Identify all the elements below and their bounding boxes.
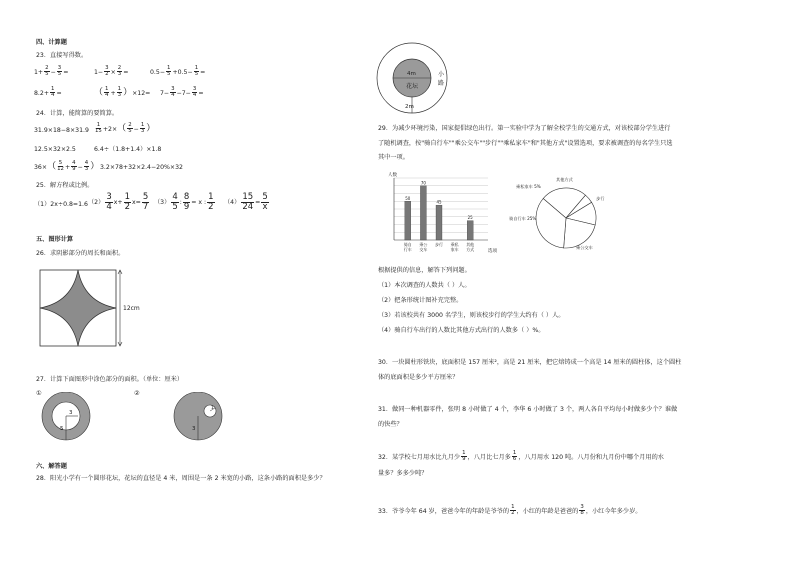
q24-expr-3: 12.5×32×2.5 — [34, 146, 76, 153]
bar-chart-category-label: 乘私 — [450, 242, 459, 247]
bar-chart-bar — [467, 221, 473, 240]
q28-flowerbed-label: 花坛 — [406, 83, 419, 90]
bar-chart-category-label: 方式 — [466, 247, 475, 252]
q28-figure — [372, 40, 464, 120]
q23-item-e: （ $\frac{1}{4}$ + $\frac{1}{3}$ ）×12= — [94, 86, 151, 99]
q26-title: 26．求阴影部分的周长和面积。 — [36, 250, 125, 257]
q28-diameter-label: 4m — [407, 71, 416, 77]
pie-chart-slice-label: 骑自行车 25% — [509, 216, 537, 221]
q24-expr-4: 6.4÷（1.8+1.4）×1.8 — [94, 146, 162, 153]
q27-label-1: ① — [36, 390, 42, 397]
q29-sub-4: （4）骑自行车出行的人数比其他方式出行的人数多（ ）%。 — [378, 327, 545, 334]
q26-dimension-label: 12cm — [123, 305, 140, 312]
section6-title: 六、解答题 — [36, 463, 67, 470]
q23-item-d: 8.2+ $\frac{1}{4}$ = — [34, 86, 62, 99]
q29-sub-2: （2）把条形统计图补充完整。 — [378, 297, 463, 304]
pie-chart-slice-label: 步行 — [596, 196, 605, 201]
bar-chart-value-label: 50 — [405, 195, 411, 201]
q23-item-f: 7− $\frac{3}{4}$ −7− $\frac{3}{4}$ = — [160, 86, 204, 99]
q28-path-label-2: 路 — [438, 80, 445, 87]
q27-fig2-big-radius: 3 — [192, 426, 196, 432]
q29-bar-chart — [380, 168, 504, 260]
q29-sub-1: （1）本次调查的人数共（ ）人。 — [378, 282, 471, 289]
q27-title: 27．计算下面图形中涂色部分的面积。（单位：厘米） — [36, 376, 184, 383]
q24-expr-6: 3.2×78+32×2.4−20%×32 — [100, 164, 183, 171]
q33-text: 33．爷爷今年 64 岁，爸爸今年的年龄是爷爷的 $\frac{1}{2}$ ，小红的年龄是爸爸的 $\frac{3}{8}$ ，小红今年多少岁。 — [378, 504, 642, 517]
q27-fig1-inner-radius: 3 — [69, 410, 73, 416]
q23-item-c: 0.5− $\frac{1}{5}$ +0.5− $\frac{1}{5}$ = — [150, 65, 206, 78]
bar-chart-category-label: 行车 — [403, 247, 412, 252]
q31-line-1: 31．做同一种机器零件，张明 8 小时做了 4 个，李华 6 小时做了 3 个，两人各自平均每小时做多少个？谁做 — [378, 406, 678, 413]
q27-fig2-small-radius: 1 — [211, 406, 214, 411]
q25-eq-2: （2） $\frac{3}{4}$ x+ $\frac{1}{2}$ x= $\frac{5}{7}$ — [88, 192, 149, 212]
q25-eq-3: （3） $\frac{4}{5}$ : $\frac{8}{9}$ = x : $\frac{1}{2}$ — [154, 192, 214, 212]
q29-instruction: 根据提供的信息，解答下列问题。 — [378, 267, 471, 274]
q29-line-1: 29．为减少环境污染，国家提倡绿色出行。第一实验中学为了解全校学生的交通方式，对该校部分学生进行 — [378, 125, 671, 132]
bar-chart-bar — [420, 186, 426, 240]
q24-expr-2: $\frac{1}{15}$ +2×（ $\frac{2}{5}$ − $\frac{1}{3}$ ） — [95, 122, 156, 135]
q32-line-2: 量多？多多少吨？ — [378, 470, 428, 477]
q29-line-2: 了随机调查，按"骑自行车""乘公交车""步行""乘私家车"和"其他方式"设置选项，要求被调查的每名学生只选 — [378, 140, 673, 147]
q24-expr-1: 31.9×18−8×31.9 — [34, 127, 89, 134]
q25-eq-4: （4） $\frac{15}{24}$ = $\frac{5}{x}$ — [224, 192, 268, 212]
bar-chart-bar — [405, 201, 411, 240]
q30-line-2: 体的底面积是多少平方厘米？ — [378, 374, 459, 381]
q27-figure-1 — [40, 392, 102, 442]
bar-chart-value-label: 45 — [436, 199, 442, 205]
bar-chart-ylabel: 人数 — [388, 173, 397, 178]
bar-chart-category-label: 骑自 — [403, 242, 412, 247]
q29-sub-3: （3）若该校共有 3000 名学生，则该校步行的学生大约有（ ）人。 — [378, 312, 565, 319]
q27-figure-2 — [172, 392, 234, 442]
pie-chart-slice-label: 其他方式 — [556, 177, 573, 182]
bar-chart-category-label: 乘公 — [419, 242, 428, 247]
q24-expr-5: 36×（ $\frac{5}{12}$ + $\frac{4}{9}$ − $\frac{4}{3}$ ） — [34, 160, 100, 173]
q23-item-a: 1+ $\frac{2}{5}$ − $\frac{3}{5}$ = — [34, 65, 69, 78]
q27-fig1-outer-radius: 5 — [60, 426, 64, 432]
bar-chart-bar — [436, 205, 442, 240]
q28-width-label: 2m — [405, 104, 414, 110]
q27-label-2: ② — [134, 390, 140, 397]
q32-line-1: 32．某学校七月用水比九月少 $\frac{1}{9}$ ，八月比七月多 $\frac{1}{6}$ ，八月用水 120 吨。八月份和九月份中哪个月用的水 — [378, 450, 664, 463]
q24-title: 24．计算，能简算的要简算。 — [36, 110, 119, 117]
q26-figure — [36, 266, 146, 352]
bar-chart-value-label: 70 — [420, 180, 426, 186]
bar-chart-value-label: 25 — [467, 215, 473, 221]
q23-item-b: 1− $\frac{3}{2}$ × $\frac{2}{3}$ = — [94, 65, 129, 78]
bar-chart-category-label: 其他 — [466, 242, 475, 247]
q29-pie-chart — [508, 174, 618, 258]
pie-chart-slice-label: 乘私家车 5% — [516, 184, 541, 189]
q28-path-label-1: 小 — [438, 71, 445, 78]
bar-chart-category-label: 交车 — [419, 247, 428, 252]
q28-text: 28．阳光小学有一个圆形花坛，花坛的直径是 4 米，周围是一条 2 米宽的小路，这条小路的面积是多少？ — [36, 475, 326, 482]
q30-line-1: 30．一块圆柱形铁块，底面积是 157 厘米²，高是 21 厘米，把它熔铸成一个高是 14 厘米的圆柱体，这个圆柱 — [378, 359, 682, 366]
q25-title: 25．解方程或比例。 — [36, 182, 94, 189]
q23-title: 23．直接写得数。 — [36, 52, 88, 59]
section5-title: 五、图形计算 — [36, 236, 74, 243]
q25-eq-1: （1）2x÷0.8=1.6 — [34, 201, 88, 208]
bar-chart-category-label: 家车 — [450, 247, 459, 252]
pie-chart-slice-label: 乘公交车 — [576, 245, 593, 250]
q31-line-2: 的快些？ — [378, 421, 403, 428]
bar-chart-category-label: 步行 — [435, 242, 443, 247]
section4-title: 四、计算题 — [36, 39, 67, 46]
bar-chart-xlabel: 选项 — [488, 249, 497, 254]
q29-line-3: 其中一项。 — [378, 154, 409, 161]
